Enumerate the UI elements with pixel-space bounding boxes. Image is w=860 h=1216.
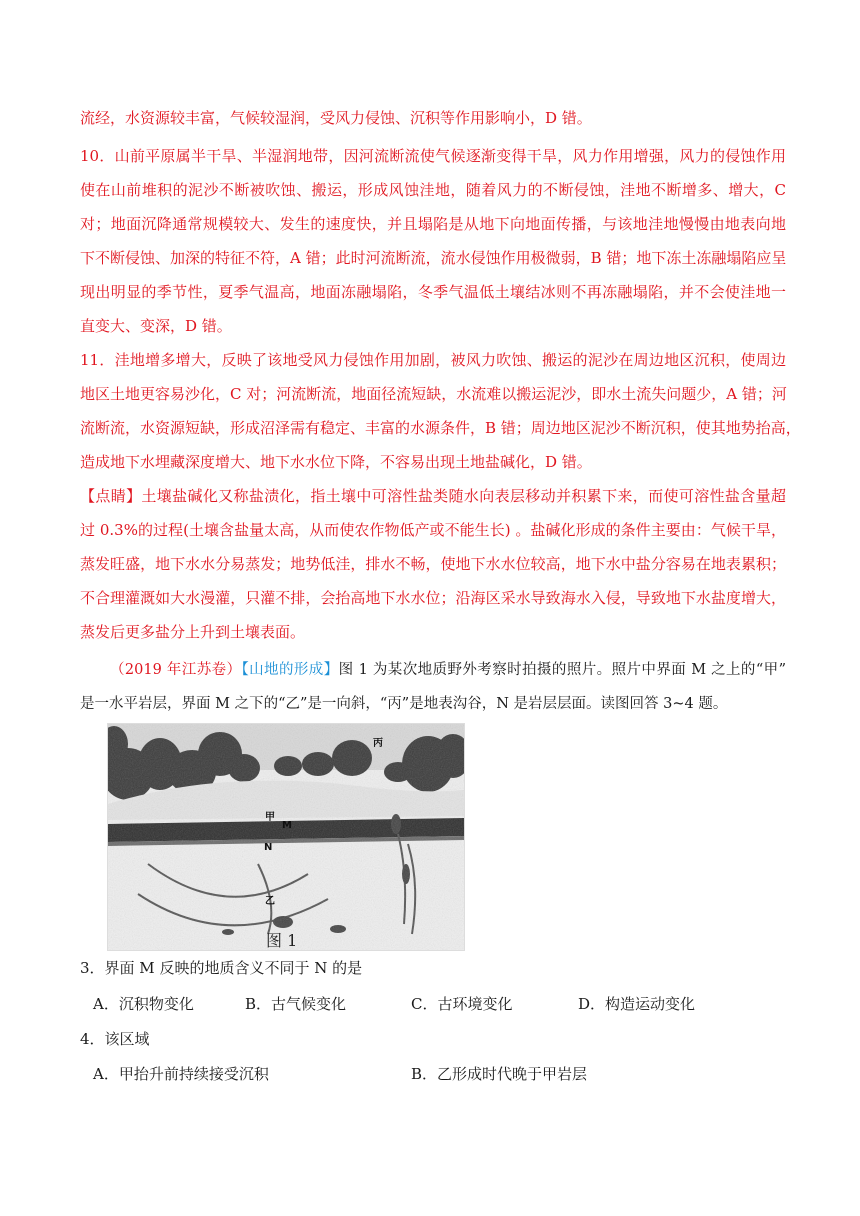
text-line: 蒸发旺盛，地下水水分易蒸发；地势低洼，排水不畅，使地下水水位较高，地下水中盐分容易在地表累积； [80, 555, 786, 573]
text-line: 不合理灌溉如大水漫灌，只灌不排，会抬高地下水水位；沿海区采水导致海水入侵，导致地下水盐度增大， [80, 589, 786, 607]
option-4b[interactable]: B．乙形成时代晚于甲岩层 [411, 1065, 588, 1083]
answer-q11 [80, 343, 801, 479]
label-n: N [264, 842, 273, 853]
text-line: 对；地面沉降通常规模较大、发生的速度快，并且塌陷是从地下向地面传播，与该地洼地慢慢由地表向地 [80, 215, 786, 233]
tip-paragraph [80, 479, 786, 649]
label-jia: 甲 [265, 812, 275, 823]
text-line: 11．洼地增多增大，反映了该地受风力侵蚀作用加剧，被风力吹蚀、搬运的泥沙在周边地区沉积，使周边 [80, 351, 786, 369]
question-3-stem: 3．界面 M 反映的地质含义不同于 N 的是 [80, 959, 363, 977]
question-4-stem: 4．该区域 [80, 1030, 150, 1048]
option-3a[interactable]: A．沉积物变化 [93, 995, 194, 1013]
text-line: 造成地下水埋藏深度增大、地下水水位下降，不容易出现土地盐碱化，D 错。 [80, 453, 592, 471]
text-line: 使在山前堆积的泥沙不断被吹蚀、搬运，形成风蚀洼地，随着风力的不断侵蚀，洼地不断增多、增大，C [80, 181, 786, 199]
intro-text: 图 1 为某次地质野外考察时拍摄的照片。照片中界面 M 之上的“甲” [338, 662, 787, 678]
text-line: 过 0.3%的过程(土壤含盐量太高，从而使农作物低产或不能生长) 。盐碱化形成的条件主要由：气候干旱， [80, 521, 786, 539]
option-3c[interactable]: C．古环境变化 [411, 995, 513, 1013]
label-m: M [282, 820, 292, 831]
text-line: 下不断侵蚀、加深的特征不符，A 错；此时河流断流，流水侵蚀作用极微弱，B 错；地下冻土冻融塌陷应呈 [80, 249, 787, 267]
answer-q10 [80, 139, 786, 343]
source-tag: （2019 年江苏卷） [110, 662, 242, 678]
text-line: 是一水平岩层，界面 M 之下的“乙”是一向斜，“丙”是地表沟谷，N 是岩层层面。读图回答 3~4 题。 [80, 696, 728, 712]
label-bing: 丙 [373, 738, 383, 749]
text-line: 现出明显的季节性，夏季气温高，地面冻融塌陷，冬季气温低土壤结冰则不再冻融塌陷，并不会使洼地一 [80, 283, 786, 301]
text-line [80, 653, 786, 687]
field-photo-image [108, 724, 464, 950]
text-line: 流经，水资源较丰富，气候较湿润，受风力侵蚀、沉积等作用影响小，D 错。 [80, 109, 592, 127]
text-line: 蒸发后更多盐分上升到土壤表面。 [80, 623, 306, 641]
option-4a[interactable]: A．甲抬升前持续接受沉积 [93, 1065, 269, 1083]
option-3d[interactable]: D．构造运动变化 [578, 995, 696, 1013]
text-line: 地区土地更容易沙化，C 对；河流断流，地面径流短缺，水流难以搬运泥沙，即水土流失问题少，A 错；河 [80, 385, 787, 403]
topic-tag: 【山地的形成】 [241, 662, 339, 678]
text-line: 10．山前平原属半干旱、半湿润地带，因河流断流使气候逐渐变得干旱，风力作用增强，风力的侵蚀作用 [80, 147, 786, 165]
question-intro [80, 653, 786, 721]
answer-d-line [80, 101, 786, 135]
label-yi: 乙 [265, 896, 275, 907]
text-line: 【点睛】土壤盐碱化又称盐渍化，指土壤中可溶性盐类随水向表层移动并积累下来，而使可溶性盐含量超 [80, 487, 786, 505]
text-line: 流断流，水资源短缺，形成沼泽需有稳定、丰富的水源条件，B 错；周边地区泥沙不断沉积，使其地势抬高， [80, 419, 801, 437]
option-3b[interactable]: B．古气候变化 [245, 995, 347, 1013]
text-line: 直变大、变深，D 错。 [80, 317, 232, 335]
field-photo [107, 723, 465, 951]
figure-caption: 图 1 [266, 931, 298, 950]
